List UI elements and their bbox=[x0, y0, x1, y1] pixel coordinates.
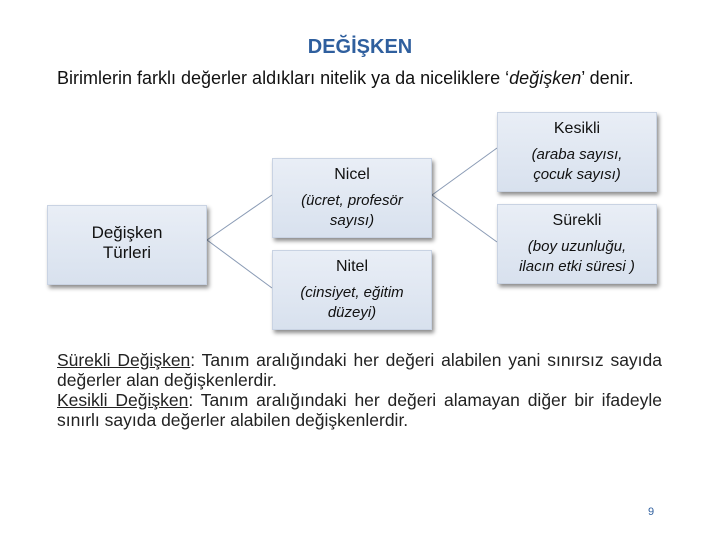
node-surekli-example-line2: ilacın etki süresi ) bbox=[519, 258, 635, 275]
node-nicel bbox=[272, 158, 432, 238]
node-surekli bbox=[497, 204, 657, 284]
node-kesikli-example-line1: (araba sayısı, bbox=[531, 146, 623, 163]
node-nitel-label: Nitel bbox=[335, 258, 368, 275]
node-nitel-example-line1: (cinsiyet, eğitim bbox=[300, 284, 404, 301]
intro-text-end: ’ denir. bbox=[581, 68, 634, 88]
definition-kesikli-term: Kesikli Değişken bbox=[57, 390, 189, 410]
node-surekli-label: Sürekli bbox=[552, 212, 602, 229]
node-nitel-example-line2: düzeyi) bbox=[327, 304, 377, 321]
node-nicel-example-line2: sayısı) bbox=[329, 212, 375, 229]
definition-kesikli bbox=[57, 390, 662, 430]
node-kesikli-example-line2: çocuk sayısı) bbox=[533, 166, 621, 183]
node-root-line1: Değişken bbox=[91, 223, 163, 242]
definition-surekli-term: Sürekli Değişken bbox=[57, 350, 191, 370]
intro-text-start: Birimlerin farklı değerler aldıkları nitelik ya da niceliklere ‘ bbox=[57, 68, 510, 88]
node-degisken-turleri bbox=[47, 205, 207, 285]
connector-nicel-kesikli bbox=[432, 148, 497, 195]
definition-surekli-text: : Tanım aralığındaki her değeri alabilen yani sınırsız sayıda değerler alan değişkenlerdir. bbox=[57, 350, 662, 390]
node-nicel-label: Nicel bbox=[334, 166, 370, 183]
definition-surekli bbox=[57, 350, 662, 390]
connector-nicel-surekli bbox=[432, 195, 497, 242]
connector-root-nicel bbox=[207, 195, 272, 240]
node-nicel-example-line1: (ücret, profesör bbox=[301, 192, 403, 209]
definitions bbox=[57, 350, 662, 430]
node-kesikli bbox=[497, 112, 657, 192]
definition-kesikli-text: : Tanım aralığındaki her değeri alamayan diğer bir ifadeyle sınırlı sayıda değerler alabilen değişkenlerdir. bbox=[57, 390, 662, 430]
connector-root-nitel bbox=[207, 240, 272, 288]
node-surekli-example-line1: (boy uzunluğu, bbox=[527, 238, 627, 255]
node-root-line2: Türleri bbox=[102, 243, 152, 262]
node-kesikli-label: Kesikli bbox=[553, 120, 601, 137]
node-nitel bbox=[272, 250, 432, 330]
intro-italic-term: değişken bbox=[509, 68, 582, 88]
page-number: 9 bbox=[648, 506, 655, 518]
slide-title: DEĞİŞKEN bbox=[307, 36, 413, 58]
